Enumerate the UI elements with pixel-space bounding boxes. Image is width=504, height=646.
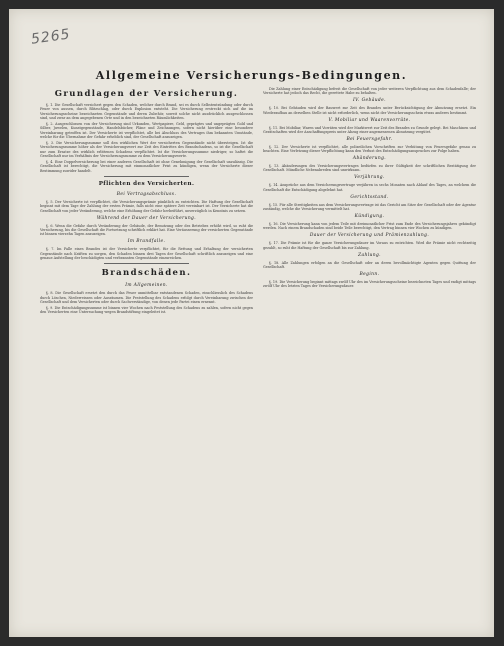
paragraph: §. 18. Alle Zahlungen erfolgen an die Gesellschaft oder an deren bevollmächtigte Agenten gegen Quittung der Gesellschaft. xyxy=(263,260,476,269)
section-subheading: Im Brandfalle. xyxy=(127,239,166,245)
section-subheading: Im Allgemeinen. xyxy=(125,283,168,289)
document-page xyxy=(9,9,494,637)
document-title: Allgemeine Versicherungs-Bedingungen. xyxy=(95,69,408,82)
section-heading: Brandschäden. xyxy=(101,268,192,279)
paragraph: §. 6. Wenn die Gefahr durch Veränderung der Gebäude, der Benutzung oder des Betriebes erhöht wird, so ruht die Versicherung, bis die Gesellschaft die Fortsetzung schriftlich erklärt hat. Eine Veräusserung der versicherten Gegenstände ist binnen vierzehn Tagen anzuzeigen. xyxy=(40,223,253,237)
divider xyxy=(104,263,189,264)
section-subheading: IV. Gebäude. xyxy=(353,98,386,104)
paragraph: §. 13. Abänderungen des Versicherungsvertrages bedürfen zu ihrer Gültigkeit der schriftlichen Bestätigung der Gesellschaft. Mündliche Nebenabreden sind unwirksam. xyxy=(263,164,476,173)
paragraph: §. 12. Der Versicherte ist verpflichtet, alle polizeilichen Vorschriften zur Verhütung von Feuersgefahr genau zu beachten. Eine Verletzung dieser Verpflichtung kann den Verlust des Entschädigungsanspruches zur Folge haben. xyxy=(263,144,476,154)
paragraph: Die Zahlung einer Entschädigung befreit die Gesellschaft von jeder weiteren Verpflichtung aus dem Schadenfalle; der Versicherte hat jedoch das Recht, die gerettete Habe zu behalten. xyxy=(263,87,476,96)
section-subheading: Bei Vertragsabschluss. xyxy=(116,191,177,197)
section-subheading: Abänderung. xyxy=(352,156,387,162)
paragraph: §. 4. Eine Doppelversicherung bei einer anderen Gesellschaft ist ohne Genehmigung der Gesellschaft unzulässig. Die Gesellschaft ist berechtigt, die Versicherung mit einmonatlicher Frist zu kündigen, wenn der Versicherte dieser Bestimmung zuwider handelt. xyxy=(40,159,253,173)
paragraph: §. 8. Die Gesellschaft ersetzt den durch das Feuer unmittelbar entstandenen Schaden, einschliesslich des Schadens durch Löschen, Niederreissen oder Ausräumen. Die Feststellung des Schadens erfolgt durch Vereinbarung zwischen der Gesellschaft und dem Versicherten oder durch Sachverständige, von denen jede Partei einen ernennt. xyxy=(40,291,253,304)
handwritten-note: 5265 xyxy=(30,26,72,48)
section-subheading: Verjährung. xyxy=(354,175,385,181)
right-column xyxy=(263,87,476,623)
paragraph: §. 3. Die Versicherungssumme soll den wirklichen Wert der versicherten Gegenstände nicht übersteigen. Ist die Versicherungssumme höher als der Versicherungswert zur Zeit des Eintrittes des Brandschadens, so ist die Gesellschaft nur zum Ersatze des wirklich erlittenen Schadens verpflichtet. Ist die Versicherungssumme niedriger, so haftet die Gesellschaft nur im Verhältnis der Versicherungssumme zu dem Versicherungswerte. xyxy=(40,140,253,158)
section-subheading: Bei Feuersgefahr. xyxy=(346,136,393,142)
paragraph: §. 10. Bei Gebäuden wird der Bauwert zur Zeit des Brandes unter Berücksichtigung der Abnutzung ersetzt. Ein Wiederaufbau an derselben Stelle ist nicht erforderlich, wenn nicht der Versicherungsschein etwas anderes bestimmt. xyxy=(263,106,476,115)
section-subheading: Kündigung. xyxy=(354,213,385,219)
paragraph: §. 9. Die Entschädigungssumme ist binnen vier Wochen nach Feststellung des Schadens zu zahlen, sofern nicht gegen den Versicherten eine Untersuchung wegen Brandstiftung eingeleitet ist. xyxy=(40,305,253,315)
section-heading: Pflichten des Versicherten. xyxy=(98,180,195,187)
paragraph: §. 11. Bei Mobiliar, Waren und Vorräten wird der Marktwert zur Zeit des Brandes zu Grunde gelegt. Bei Maschinen und Gerätschaften wird der Anschaffungspreis unter Abzug einer angemessenen Abnutzung vergütet. xyxy=(263,125,476,134)
paragraph: §. 5. Der Versicherte ist verpflichtet, die Versicherungsprämie pünktlich zu entrichten. Die Haftung der Gesellschaft beginnt mit dem Tage der Zahlung der ersten Prämie, falls nicht eine spätere Zeit vereinbart ist. Der Versicherte hat die Gesellschaft von jeder Veränderung, welche eine Erhöhung der Gefahr herbeiführt, unverzüglich in Kenntnis zu setzen. xyxy=(40,199,253,213)
paragraph: §. 7. Im Falle eines Brandes ist der Versicherte verpflichtet, für die Rettung und Erhaltung der versicherten Gegenstände nach Kräften zu sorgen, den Schaden binnen drei Tagen der Gesellschaft schriftlich anzuzeigen und eine genaue Aufstellung der beschädigten und verbrannten Gegenstände einzureichen. xyxy=(40,247,253,260)
paragraph: §. 2. Ausgeschlossen von der Versicherung sind Urkunden, Wertpapiere, Geld, geprägtes und ungeprägtes Gold und Silber, Juwelen, Kunstgegenstände, Handelsbücher, Pläne und Zeichnungen, sofern nicht hierüber eine besondere Vereinbarung getroffen ist. Der Versicherte ist verpflichtet, alle bei Abschluss des Vertrages ihm bekannten Umstände, welche für die Übernahme der Gefahr erheblich sind, der Gesellschaft anzuzeigen. xyxy=(40,121,253,139)
paragraph: §. 19. Die Versicherung beginnt mittags zwölf Uhr des im Versicherungsscheine bezeichneten Tages und endigt mittags zwölf Uhr des letzten Tages der Versicherungsdauer. xyxy=(263,279,476,289)
left-column xyxy=(40,87,253,607)
section-subheading: Dauer der Versicherung und Prämienzahlung. xyxy=(309,233,430,239)
section-subheading: Beginn. xyxy=(359,271,380,277)
divider xyxy=(104,176,189,177)
paragraph: §. 1. Die Gesellschaft versichert gegen den Schaden, welcher durch Brand, sei es durch Selbstentzündung oder durch Feuer von aussen, durch Blitzschlag, oder durch Explosion entsteht. Die Versicherung erstreckt sich auf die im Versicherungsscheine bezeichneten Gegenstände und deren Zubehör, soweit solche nicht ausdrücklich ausgeschlossen sind, und zwar an dem angegebenen Orte und in den bezeichneten Räumlichkeiten. xyxy=(40,103,253,121)
paragraph: §. 14. Ansprüche aus dem Versicherungsvertrage verjähren in sechs Monaten nach Ablauf des Tages, an welchem die Gesellschaft die Entschädigung abgelehnt hat. xyxy=(263,183,476,192)
section-subheading: V. Mobiliar und Waarenvorräte. xyxy=(328,117,411,123)
section-heading: Grundlagen der Versicherung. xyxy=(54,89,239,99)
section-subheading: Während der Dauer der Versicherung. xyxy=(96,215,197,221)
section-subheading: Zahlung. xyxy=(358,252,381,258)
paragraph: §. 15. Für alle Streitigkeiten aus dem Versicherungsvertrage ist das Gericht am Sitze der Gesellschaft oder der Agentur zuständig, welche die Versicherung vermittelt hat. xyxy=(263,202,476,212)
paragraph: §. 17. Die Prämie ist für die ganze Versicherungsdauer im Voraus zu entrichten. Wird die Prämie nicht rechtzeitig gezahlt, so ruht die Haftung der Gesellschaft bis zur Zahlung. xyxy=(263,241,476,250)
paragraph: §. 16. Die Versicherung kann von jedem Teile mit dreimonatlicher Frist zum Ende des Versicherungsjahres gekündigt werden. Nach einem Brandschaden sind beide Teile berechtigt, den Vertrag binnen vier Wochen zu kündigen. xyxy=(263,221,476,231)
section-subheading: Gerichtsstand. xyxy=(350,194,389,200)
